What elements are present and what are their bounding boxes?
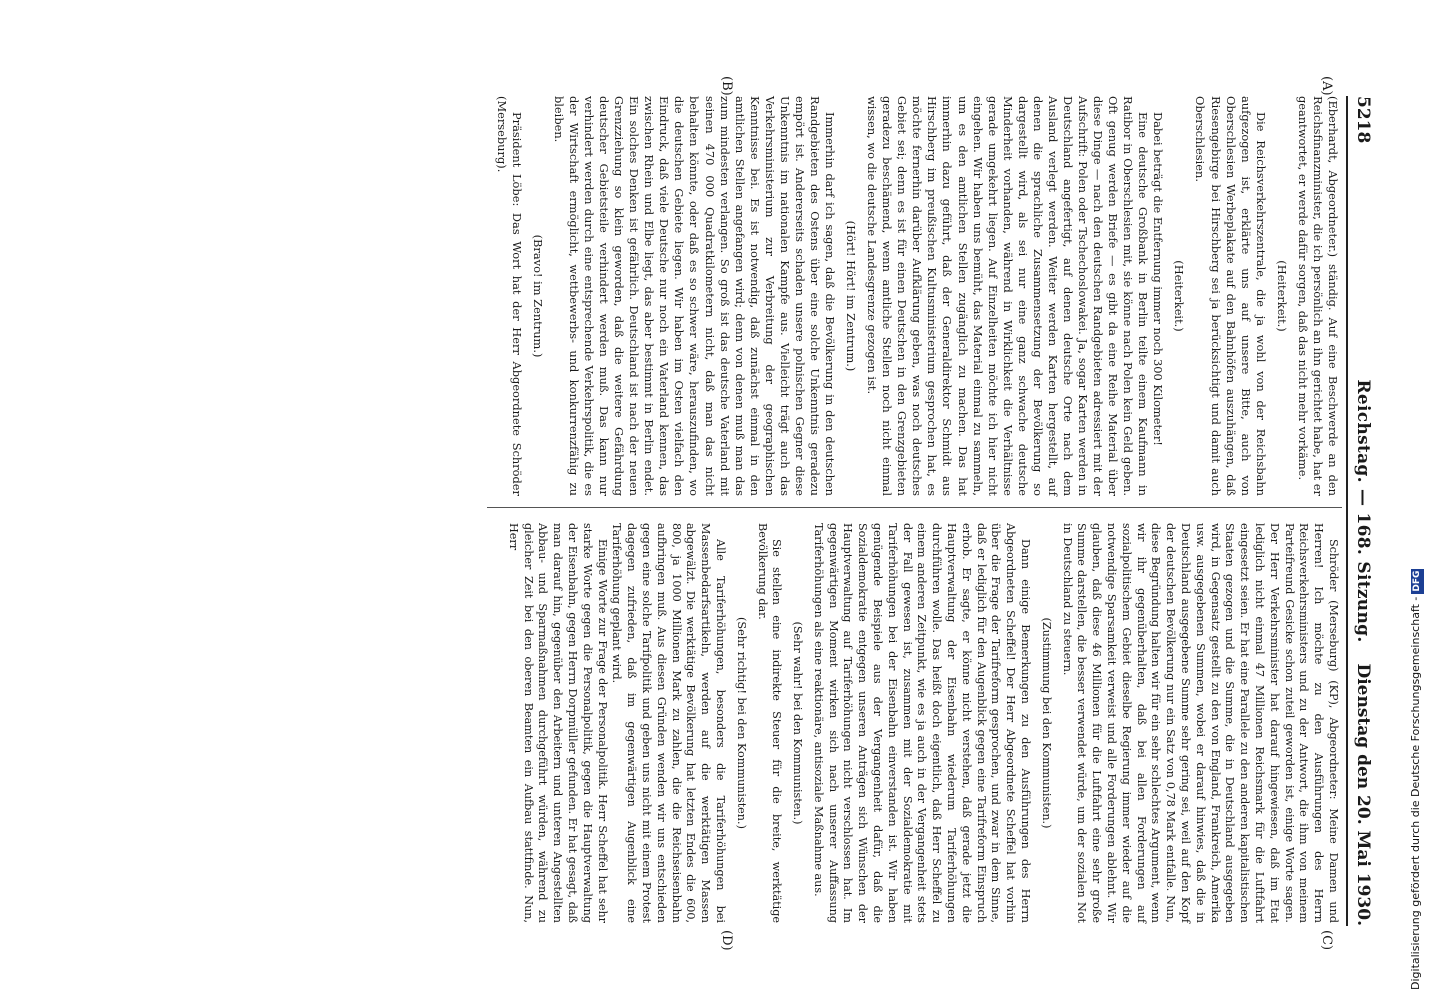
- digitization-notice-text: Digitalisierung gefördert durch die Deutsche Forschungsgemeinschaft -: [1409, 596, 1422, 990]
- paragraph: Die Reichsverkehrszentrale, die ja wohl von der Reichsbahn aufgezogen ist, erklärte uns auf unsere Bitte, auch von Oberschlesien Werbeplakate auf den Bahnhöfen auszuhängen, daß Riesengebirge bei Hirschberg sei ja berücksichtigt und damit auch Oberschlesien.: [1193, 96, 1268, 496]
- column-divider: [487, 507, 1342, 508]
- page-number: 5218: [1353, 96, 1373, 144]
- header-title: Reichstag. — 168. Sitzung.: [1353, 379, 1373, 643]
- paragraph: Dabei beträgt die Entfernung immer noch 300 Kilometer!: [1151, 112, 1166, 446]
- header-date: Dienstag den 20. Mai 1930.: [1353, 663, 1373, 926]
- paragraph: Alle Tariferhöhungen, besonders die Tariferhöhungen bei Massenbedarfsartikeln, werden auf die werktätigen Massen abgewälzt. Die werktätige Bevölkerung hat letzten Endes die 600, 800, ja 1000 Millionen Mark zu zahlen, die die Reichseisenbahn aufbringen muß. Aus diesen Gründen wenden wir uns entschieden gegen eine solche Tarifpolitik und geben uns nicht mit einem Protest dagegen zufrieden, daß im gegenwärtigen Augenblick eine Tariferhöhung geplant wird.: [610, 523, 727, 923]
- left-text-column: [494, 96, 1340, 496]
- digitization-notice: [1405, 570, 1427, 990]
- paragraph: Schröder (Merseburg) (KP), Abgeordneter: Meine Damen und Herren! Ich möchte zu den Ausführungen des Herrn Reichsverkehrsministers und zu der Antwort, die ihm von meinem Parteifreund Gesicke schon zuteil geworden ist, einige Worte sagen. Der Herr Verkehrsminister hat darauf hingewiesen, daß im Etat lediglich nicht einmal 47 Millionen Reichsmark für die Luftfahrt eingesetzt seien. Er hat eine Parallele zu den anderen kapitalistischen Staaten gezogen und die Summe, die in Deutschland ausgegeben wird, in Gegensatz gestellt zu den von England, Frankreich, Amerika usw. ausgegebenen Summen, wobei er darauf hinwies, daß die in Deutschland ausgegebene Summe sehr gering sei, weil auf den Kopf der deutschen Bevölkerung nur ein Satz von 0,78 Mark entfalle. Nun, diese Begründung halten wir für ein sehr schlechtes Argument, wenn wir ihr gegenüberhalten, daß bei allen Forderungen auf sozialpolitischem Gebiet dieselbe Regierung immer wieder auf die notwendige Sparsamkeit verweist und alle Forderungen ablehnt. Wir glauben, daß diese 46 Millionen für die Luftfahrt eine sehr große Summe darstellen, die besser verwendet würde, um der sozialen Not in Deutschland zu steuern.: [1060, 523, 1340, 923]
- paragraph: Einige Worte zur Frage der Personalpolitik. Herr Scheffel hat sehr starke Worte gegen die Personalpolitik, gegen die Hauptverwaltung der Eisenbahn, gegen Herrn Dorpmüller gefunden. Er hat gesagt, daß man darauf hin, gegenüber den Arbeitern und unteren Angestellten Abbau- und Sparmaßnahmen durchgeführt würden, während zu gleicher Zeit bei den oberen Beamten ein Aufbau stattfinde. Nun, Herr: [506, 523, 609, 923]
- interjection: (Sehr wahr! bei den Kommunisten.): [791, 621, 805, 825]
- page-header: [1350, 96, 1376, 926]
- margin-letter-a: (A): [1319, 76, 1334, 96]
- interjection: (Zustimmung bei den Kommunisten.): [1039, 617, 1053, 829]
- paragraph: Sie stellen eine indirekte Steuer für die breite, werktätige Bevölkerung dar.: [755, 523, 784, 923]
- paragraph: Präsident Löbe: Das Wort hat der Herr Abgeordnete Schröder (Merseburg).: [494, 96, 524, 496]
- margin-letter-b: (B): [719, 76, 734, 96]
- margin-letter-d: (D): [719, 930, 734, 951]
- interjection: (Bravo! im Zentrum.): [530, 234, 545, 358]
- paragraph: Immerhin darf ich sagen, daß die Bevölkerung in den deutschen Randgebieten des Ostens über eine solche Unkenntnis geradezu empört ist. Andererseits schaden unsere polnischen Gegner diese Unkenntnis im nationalen Kampfe aus. Vielleicht trägt auch das Verkehrsministerium zur Verbreitung der geographischen Kenntnisse bei. Es ist notwendig, daß zunächst einmal in den amtlichen Stellen angefangen wird; denn von denen muß man das zum mindesten verlangen. So groß ist das deutsche Vaterland mit seinen 470 000 Quadratkilometern nicht, daß man das nicht behalten könnte, oder daß es so schwer wäre, herauszufinden, wo die deutschen Gebiete liegen. Wir haben im Osten vielfach den Eindruck, daß viele Deutsche nur noch ein Vaterland kennen, das zwischen Rhein und Elbe liegt, das aber bestimmt in Berlin endet. Ein solches Denken ist gefährlich. Deutschland ist nach der neuen Grenzziehung so klein geworden, daß die weitere Gefährdung deutscher Gebietsteile verhindert werden muß. Das kann nur verhindert werden durch eine entsprechende Verkehrspolitik, die es der Wirtschaft ermöglicht, wettbewerbs- und konkurrenzfähig zu bleiben.: [551, 96, 838, 496]
- dfg-logo: DFG: [1412, 570, 1422, 592]
- paragraph: (Eberhardt, Abgeordneter.) ständig. Auf eine Beschwerde an den Reichsfinanzminister, die ich persönlich an ihn gerichtet habe, hat er geantwortet, er werde dafür sorgen, daß das nicht mehr vorkäme.: [1295, 96, 1340, 496]
- paragraph: Eine deutsche Großbank in Berlin teilte einem Kaufmann in Ratibor in Oberschlesien mit, sie könne nach Polen kein Geld geben. Oft genug werden Briefe — es gibt da eine Reihe Material über diese Dinge — nach den deutschen Randgebieten adressiert mit der Aufschrift: Polen oder Tschechoslowakei. Ja, sogar Karten werden in Deutschland angefertigt, auf denen deutsche Orte nach dem Ausland verlegt werden. Weiter werden Karten hergestellt, auf denen die sprachliche Zusammensetzung der Bevölkerung so dargestellt wird, als sei nur eine ganz schwache deutsche Minderheit vorhanden, während in Wirklichkeit die Verhältnisse gerade umgekehrt liegen. Auf Einzelheiten möchte ich hier nicht eingehen. Wir haben uns bemüht, das Material einmal zu sammeln, um es den amtlichen Stellen zugänglich zu machen. Das hat immerhin dazu geführt, daß der Generaldirektor Schmidt aus Hirschberg im preußischen Kultusministerium gesprochen hat, es möchte fernerhin darüber Aufklärung geben, was noch deutsches Gebiet sei; denn es ist für einen Deutschen in den Grenzgebieten geradezu beschämend, wenn amtliche Stellen noch nicht einmal wissen, wo die deutsche Landesgrenze gezogen ist.: [865, 96, 1151, 496]
- interjection: (Heiterkeit.): [1274, 260, 1289, 332]
- paragraph: Dann einige Bemerkungen zu den Ausführungen des Herrn Abgeordneten Scheffel! Der Herr Abgeordnete Scheffel hat vorhin über die Frage der Tarifreform gesprochen, und zwar in dem Sinne, daß er lediglich für den Augenblick gegen eine Tarifreform Einspruch erhob. Er sagte, er könne nicht verstehen, daß gerade jetzt die Hauptverwaltung der Eisenbahn wiederum Tariferhöhungen durchführen wolle. Das heißt doch eigentlich, daß Herr Scheffel zu einem anderen Zeitpunkt, wie es ja auch in der Vergangenheit stets der Fall gewesen ist, zusammen mit der Sozialdemokratie mit Tariferhöhungen bei der Eisenbahn einverstanden ist. Wir haben genügende Beispiele aus der Vergangenheit dafür, daß die Sozialdemokratie entgegen unseren Anträgen sich Wünschen der Hauptverwaltung auf Tariferhöhungen nicht verschlossen hat. Im gegenwärtigen Moment wirken sich nach unserer Auffassung Tariferhöhungen als eine reaktionäre, antisoziale Maßnahme aus.: [811, 523, 1033, 923]
- right-text-column: [505, 523, 1340, 923]
- header-rule: [1346, 96, 1348, 926]
- interjection: (Heiterkeit.): [1172, 260, 1187, 332]
- interjection: (Sehr richtig! bei den Kommunisten.): [734, 617, 748, 829]
- margin-letter-c: (C): [1319, 930, 1334, 951]
- interjection: (Hört! Hört! im Zentrum.): [844, 220, 859, 372]
